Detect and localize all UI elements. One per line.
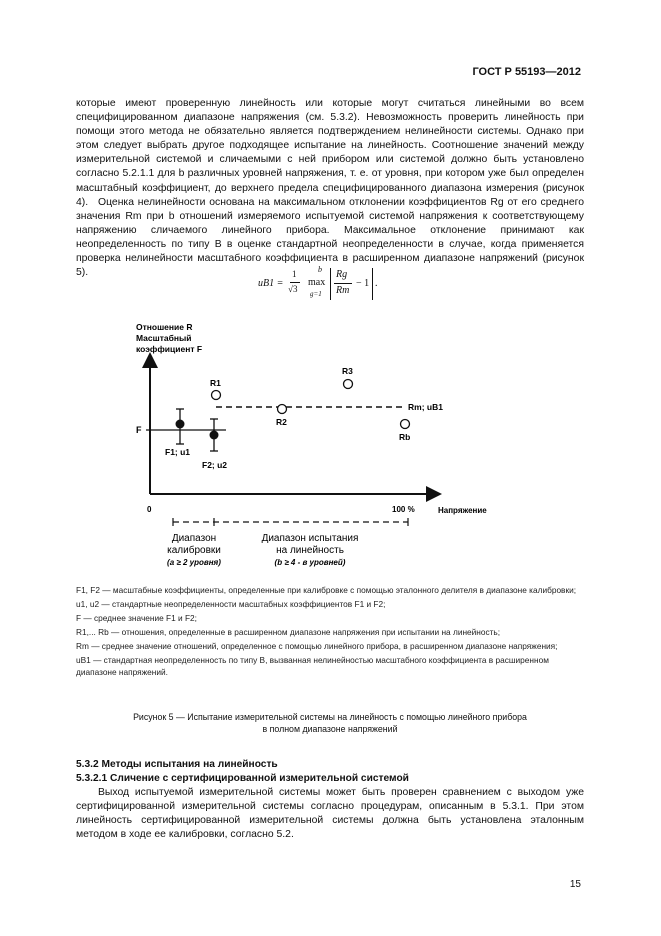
figure-5 (0, 318, 661, 578)
label-f2: F2; u2 (202, 460, 228, 470)
label-r1: R1 (210, 378, 221, 388)
formula-end: . (375, 278, 378, 289)
label-r3: R3 (342, 366, 353, 376)
paragraph-1: которые имеют проверенную линейность или которые могут считаться линейными во всем специфицированном диапазоне напряжения (см. 5.3.2). Невозможность проверить линейность при помощи этого метода не обязательно является подтверждением нелинейности системы. Однако при этом следует выбрать другое подходящее испытание на линейность. Соотношение значений между измерительной системой и сличаемыми с ней прибором или системой должно быть установлено согласно 5.2.1.1 для b различных уровней напряжения, т. е. от уровня, при котором уже был определен масштабный коэффициент, до верхнего предела специфицированного диапазона измерения (рисунок 4). (76, 98, 584, 208)
x-axis-label: Напряжение (438, 506, 487, 515)
label-f1: F1; u1 (165, 447, 191, 457)
y-tick-f: F (136, 425, 142, 435)
point-rb (401, 420, 410, 429)
formula-lower: g=1 (310, 290, 322, 298)
range1-line-2: калибровки (167, 545, 221, 556)
legend-item: uB1 — стандартная неопределенность по типу В, вызванная нелинейностью масштабного коэффициента в расширенном диапазоне напряжений. (76, 655, 549, 677)
label-r2: R2 (276, 417, 287, 427)
range2-line-2: на линейность (276, 545, 344, 556)
point-f2 (210, 431, 219, 440)
x-tick-0: 0 (147, 505, 152, 514)
range2-line-3: (b ≥ 4 - в уровней) (274, 558, 346, 567)
heading-5-3-2-1: 5.3.2.1 Сличение с сертифицированной измерительной системой (76, 773, 409, 784)
formula-frac-num: 1 (292, 269, 297, 279)
document-header: ГОСТ Р 55193—2012 (472, 66, 581, 78)
formula-uB1 (238, 265, 438, 304)
point-r1 (212, 391, 221, 400)
x-tick-100: 100 % (392, 505, 415, 514)
range2-line-1: Диапазон испытания (261, 533, 359, 544)
page-number: 15 (569, 879, 581, 890)
formula-den: Rm (336, 285, 350, 296)
paragraph-3: Выход испытуемой измерительной системы может быть проверен сравнением с выходом уже сертифицированной измерительной системы согласно процедурам, описанным в 5.3.1. При этом линейность сертифицированной измерительной системы должна быть установлена эталонным методом в ходе ее калибровки, согласно 5.2. (76, 787, 584, 841)
point-r3 (344, 380, 353, 389)
legend-item: F — среднее значение F1 и F2; (76, 613, 197, 623)
formula-tail: − 1 (356, 278, 370, 289)
figure-caption (76, 712, 584, 735)
legend-item: u1, u2 — стандартные неопределенности масштабных коэффициентов F1 и F2; (76, 599, 386, 609)
paragraph-2: Оценка нелинейности основана на максимальном отклонении коэффициентов Rg от его среднего значения Rm при b отношений измеряемого испытуемой системой напряжения к соответствующему напряжению сличаемого линейного прибора. Максимальное отклонение принимают как неопределенность по типу В в оценке стандартной неопределенности в случае, когда применяется проверка нелинейности масштабного коэффициента в расширенном диапазоне напряжений (рисунок 5). (76, 197, 584, 279)
rm-label: Rm; uB1 (408, 402, 443, 412)
label-rb: Rb (399, 432, 411, 442)
formula-lhs: uB1 = (258, 278, 284, 289)
legend-item: F1, F2 — масштабные коэффициенты, определенные при калибровке с помощью эталонного делителя в диапазоне калибровки; (76, 585, 577, 595)
heading-5-3-2: 5.3.2 Методы испытания на линейность (76, 759, 278, 770)
formula-frac-den: √3 (288, 284, 298, 294)
y-axis-label-line-1: Отношение R (136, 322, 193, 332)
y-axis-label-line-3: коэффициент F (136, 344, 203, 354)
formula-upper: b (318, 265, 322, 274)
y-axis-label-line-2: Масштабный (136, 333, 192, 343)
figure-legend (76, 584, 584, 680)
range1-line-3: (a ≥ 2 уровня) (167, 558, 221, 567)
formula-num: Rg (336, 269, 348, 280)
point-r2 (278, 405, 287, 414)
point-f1 (176, 420, 185, 429)
caption-line-2: в полном диапазоне напряжений (262, 723, 398, 734)
formula-max: max (308, 277, 326, 288)
range1-line-1: Диапазон (171, 533, 217, 544)
legend-item: R1,... Rb — отношения, определенные в расширенном диапазоне напряжения при испытании на линейность; (76, 627, 501, 637)
caption-line-1: Рисунок 5 — Испытание измерительной системы на линейность с помощью линейного прибора (133, 712, 527, 722)
legend-item: Rm — среднее значение отношений, определенное с помощью линейного прибора, в расширенном диапазоне напряжения; (76, 641, 558, 651)
